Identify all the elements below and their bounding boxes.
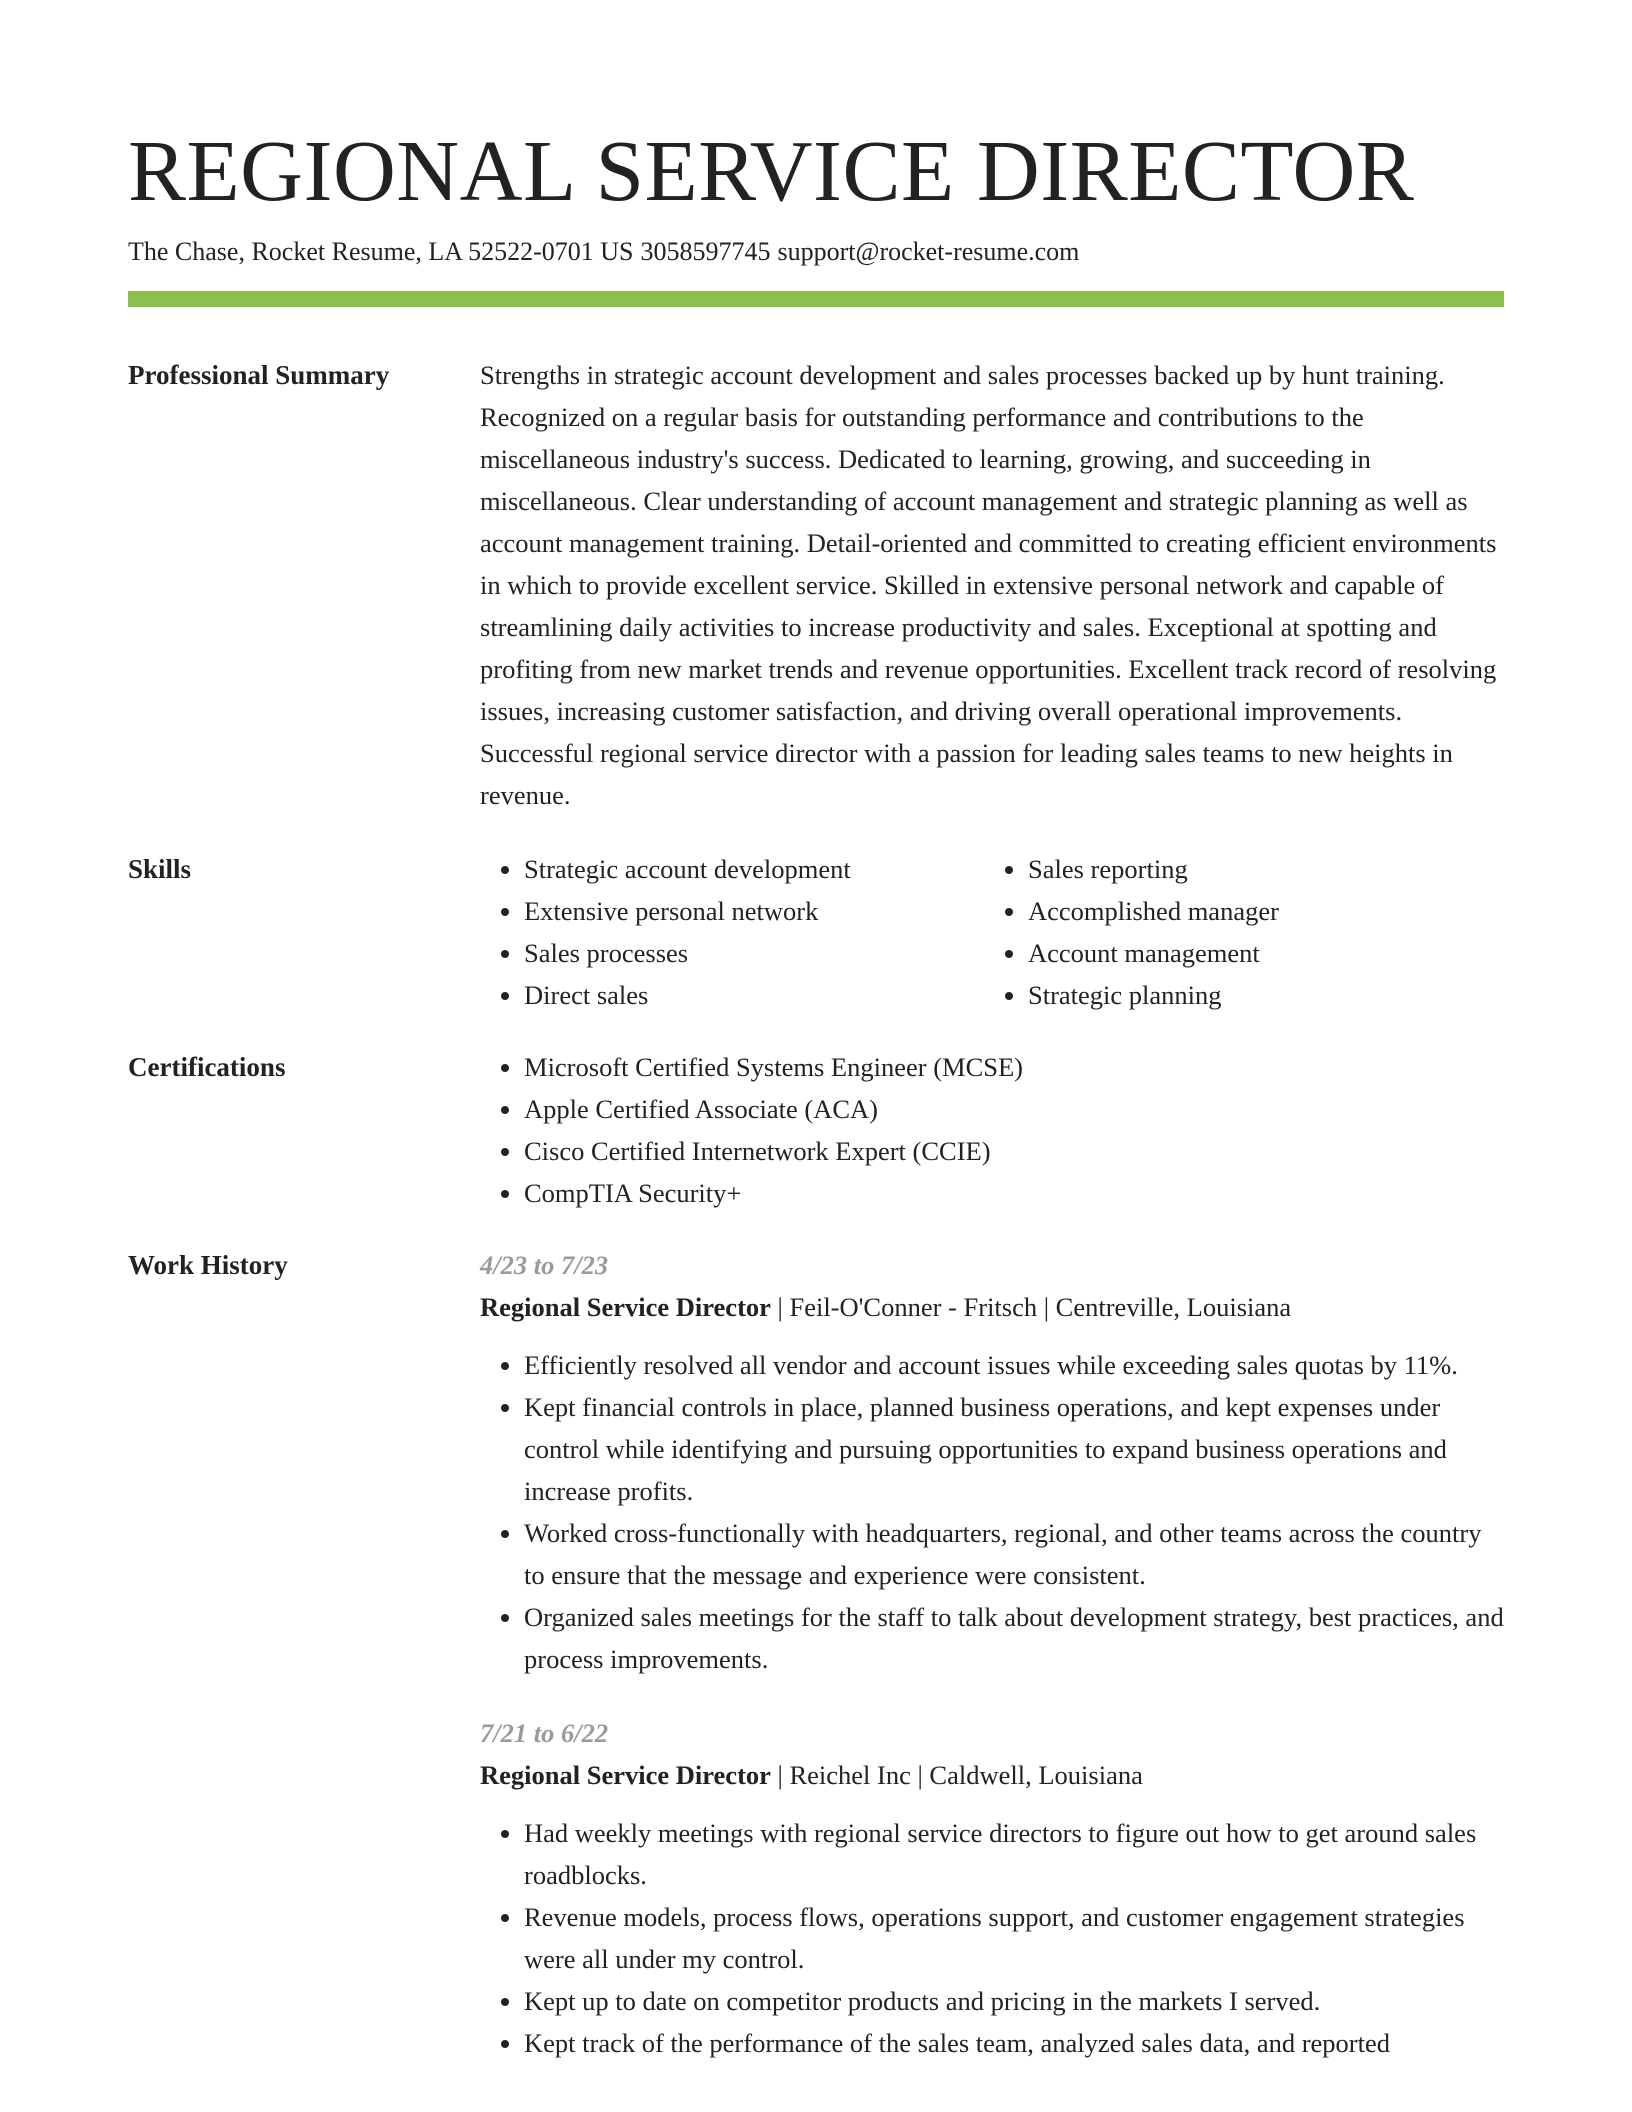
email: support@rocket-resume.com: [777, 237, 1080, 266]
job-bullet: • Kept up to date on competitor products and pricing in the markets I served.: [524, 1980, 1504, 2022]
skill-item: • Accomplished manager: [1028, 890, 1488, 932]
job-bullet: • Revenue models, process flows, operations support, and customer engagement strategies were all under my control.: [524, 1896, 1504, 1980]
section-label-skills: Skills: [128, 854, 192, 884]
job-dates: 7/21 to 6/22: [480, 1718, 609, 1748]
job-heading: [480, 1754, 1504, 1796]
certification-item: • Apple Certified Associate (ACA): [524, 1088, 1504, 1130]
skill-item: • Sales processes: [524, 932, 984, 974]
job-bullet: • Had weekly meetings with regional service directors to figure out how to get around sales roadblocks.: [524, 1812, 1504, 1896]
job-dates: 4/23 to 7/23: [480, 1250, 609, 1280]
job-title: Regional Service Director: [480, 1760, 771, 1790]
skill-item: • Sales reporting: [1028, 848, 1488, 890]
job-bullet: • Efficiently resolved all vendor and account issues while exceeding sales quotas by 11%.: [524, 1344, 1504, 1386]
certification-item: • Microsoft Certified Systems Engineer (MCSE): [524, 1046, 1504, 1088]
address: The Chase, Rocket Resume, LA 52522-0701 US: [128, 237, 634, 266]
header-divider: [128, 291, 1504, 307]
skills-column-left: [480, 848, 984, 1016]
job-entry: [480, 1712, 1504, 2064]
resume-page: [128, 118, 1504, 2096]
job-bullet: • Worked cross-functionally with headquarters, regional, and other teams across the country to ensure that the message and experience were consistent.: [524, 1512, 1504, 1596]
job-bullet: • Organized sales meetings for the staff to talk about development strategy, best practices, and process improvements.: [524, 1596, 1504, 1680]
skill-item: • Extensive personal network: [524, 890, 984, 932]
job-entry: [480, 1244, 1504, 1680]
skill-item: • Direct sales: [524, 974, 984, 1016]
resume-title: REGIONAL SERVICE DIRECTOR: [128, 122, 1415, 219]
certifications-section: [128, 1046, 1504, 1214]
skills-column-right: [984, 848, 1488, 1016]
work-history-section: [128, 1244, 1504, 2096]
job-bullet: • Kept financial controls in place, planned business operations, and kept expenses under control while identifying and pursuing opportunities to expand business operations and increase profits.: [524, 1386, 1504, 1512]
skill-item: • Strategic planning: [1028, 974, 1488, 1016]
certification-item: • CompTIA Security+: [524, 1172, 1504, 1214]
contact-line: [128, 234, 1504, 270]
summary-section: [128, 354, 1504, 816]
phone: 3058597745: [640, 237, 771, 266]
job-bullet: • Kept track of the performance of the sales team, analyzed sales data, and reported: [524, 2022, 1504, 2064]
section-label-summary: Professional Summary: [128, 360, 390, 390]
certification-item: • Cisco Certified Internetwork Expert (CCIE): [524, 1130, 1504, 1172]
job-title: Regional Service Director: [480, 1292, 771, 1322]
skill-item: • Account management: [1028, 932, 1488, 974]
job-company-location: | Feil-O'Conner - Fritsch | Centreville, Louisiana: [770, 1292, 1292, 1322]
job-company-location: | Reichel Inc | Caldwell, Louisiana: [770, 1760, 1143, 1790]
section-label-work-history: Work History: [128, 1250, 288, 1280]
skills-section: [128, 848, 1504, 1016]
job-heading: [480, 1286, 1504, 1328]
skill-item: • Strategic account development: [524, 848, 984, 890]
summary-text: Strengths in strategic account development and sales processes backed up by hunt training. Recognized on a regular basis for outstanding performance and contributions to the miscellaneous industry's success. Dedicated to learning, growing, and succeeding in miscellaneous. Clear understanding of account management and strategic planning as well as account management training. Detail-oriented and committed to creating efficient environments in which to provide excellent service. Skilled in extensive personal network and capable of streamlining daily activities to increase productivity and sales. Exceptional at spotting and profiting from new market trends and revenue opportunities. Excellent track record of resolving issues, increasing customer satisfaction, and driving overall operational improvements. Successful regional service director with a passion for leading sales teams to new heights in revenue.: [480, 360, 1497, 810]
section-label-certifications: Certifications: [128, 1052, 286, 1082]
